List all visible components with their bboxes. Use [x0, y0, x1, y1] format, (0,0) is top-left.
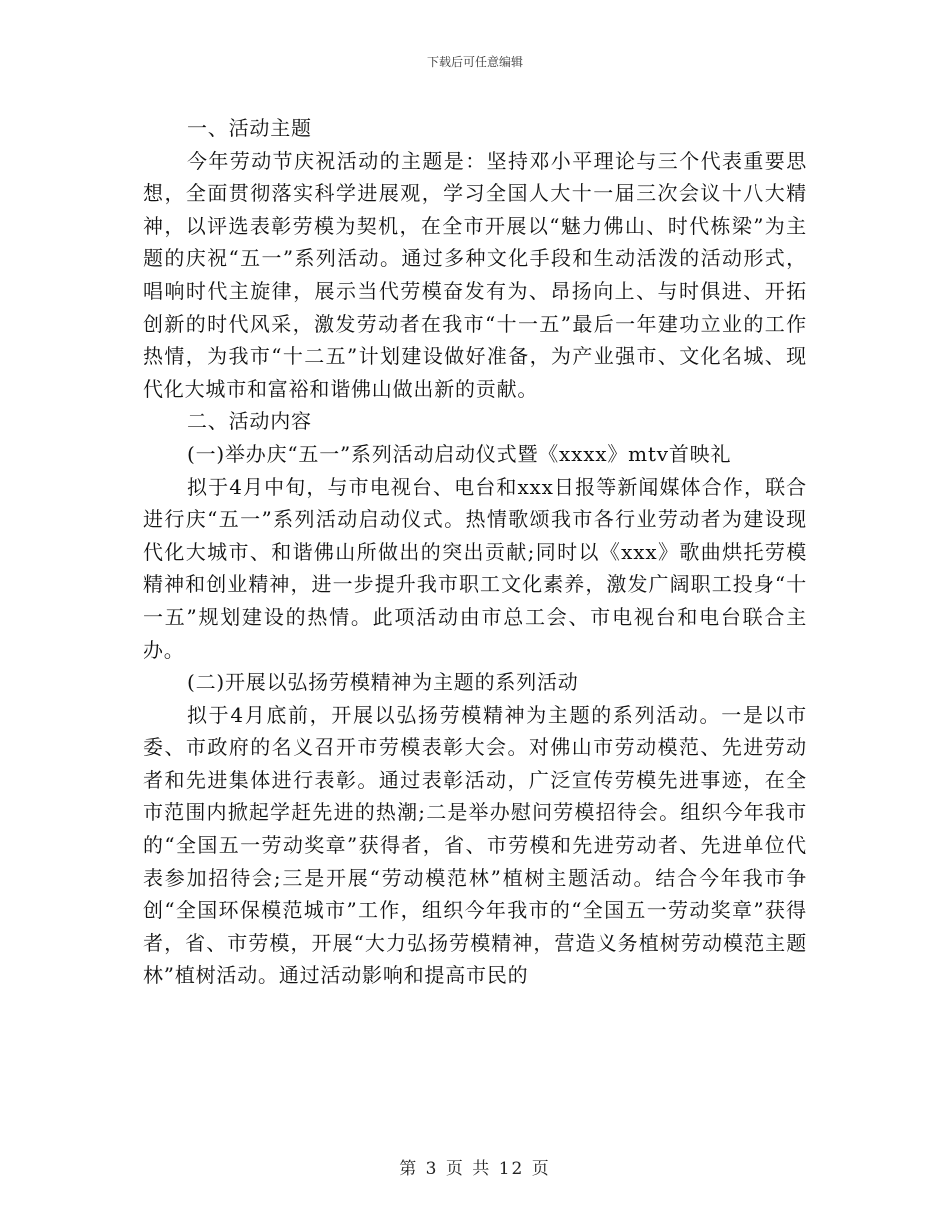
page-header: 下载后可任意编辑 — [426, 55, 523, 69]
page-number: 第 3 页 共 12 页 — [399, 1159, 551, 1179]
paragraph-theme: 今年劳动节庆祝活动的主题是：坚持邓小平理论与三个代表重要思想，全面贯彻落实科学进展观，学习全国人大十一届三次会议十八大精神，以评选表彰劳模为契机，在全市开展以“魅力佛山、时代栋梁”为主题的庆祝“五一”系列活动。通过多种文化手段和生动活泼的活动形式，唱响时代主旋律，展示当代劳模奋发有为、昂扬向上、与时俱进、开拓创新的时代风采，激发劳动者在我市“十一五”最后一年建功立业的工作热情，为我市“十二五”计划建设做好准备，为产业强市、文化名城、现代化大城市和富裕和谐佛山做出新的贡献。 — [143, 148, 807, 401]
subheading-model-worker: (二)开展以弘扬劳模精神为主题的系列活动 — [187, 670, 579, 695]
section-heading-content: 二、活动内容 — [187, 409, 312, 434]
subheading-launch-ceremony: (一)举办庆“五一”系列活动启动仪式暨《xxxx》mtv首映礼 — [187, 441, 732, 466]
paragraph-model-worker: 拟于4月底前，开展以弘扬劳模精神为主题的系列活动。一是以市委、市政府的名义召开市劳模表彰大会。对佛山市劳动模范、先进劳动者和先进集体进行表彰。通过表彰活动，广泛宣传劳模先进事迹，在全市范围内掀起学赶先进的热潮;二是举办慰问劳模招待会。组织今年我市的“全国五一劳动奖章”获得者，省、市劳模和先进劳动者、先进单位代表参加招待会;三是开展“劳动模范林”植树主题活动。结合今年我市争创“全国环保模范城市”工作，组织今年我市的“全国五一劳动奖章”获得者，省、市劳模，开展“大力弘扬劳模精神，营造义务植树劳动模范主题林”植树活动。通过活动影响和提高市民的 — [143, 702, 807, 988]
section-heading-theme: 一、活动主题 — [187, 116, 312, 140]
document-body — [143, 112, 807, 992]
paragraph-launch-ceremony: 拟于4月中旬，与市电视台、电台和xxx日报等新闻媒体合作，联合进行庆“五一”系列活动启动仪式。热情歌颂我市各行业劳动者为建设现代化大城市、和谐佛山所做出的突出贡献;同时以《xxx》歌曲烘托劳模精神和创业精神，进一步提升我市职工文化素养，激发广阔职工投身“十一五”规划建设的热情。此项活动由市总工会、市电视台和电台联合主办。 — [143, 474, 807, 662]
